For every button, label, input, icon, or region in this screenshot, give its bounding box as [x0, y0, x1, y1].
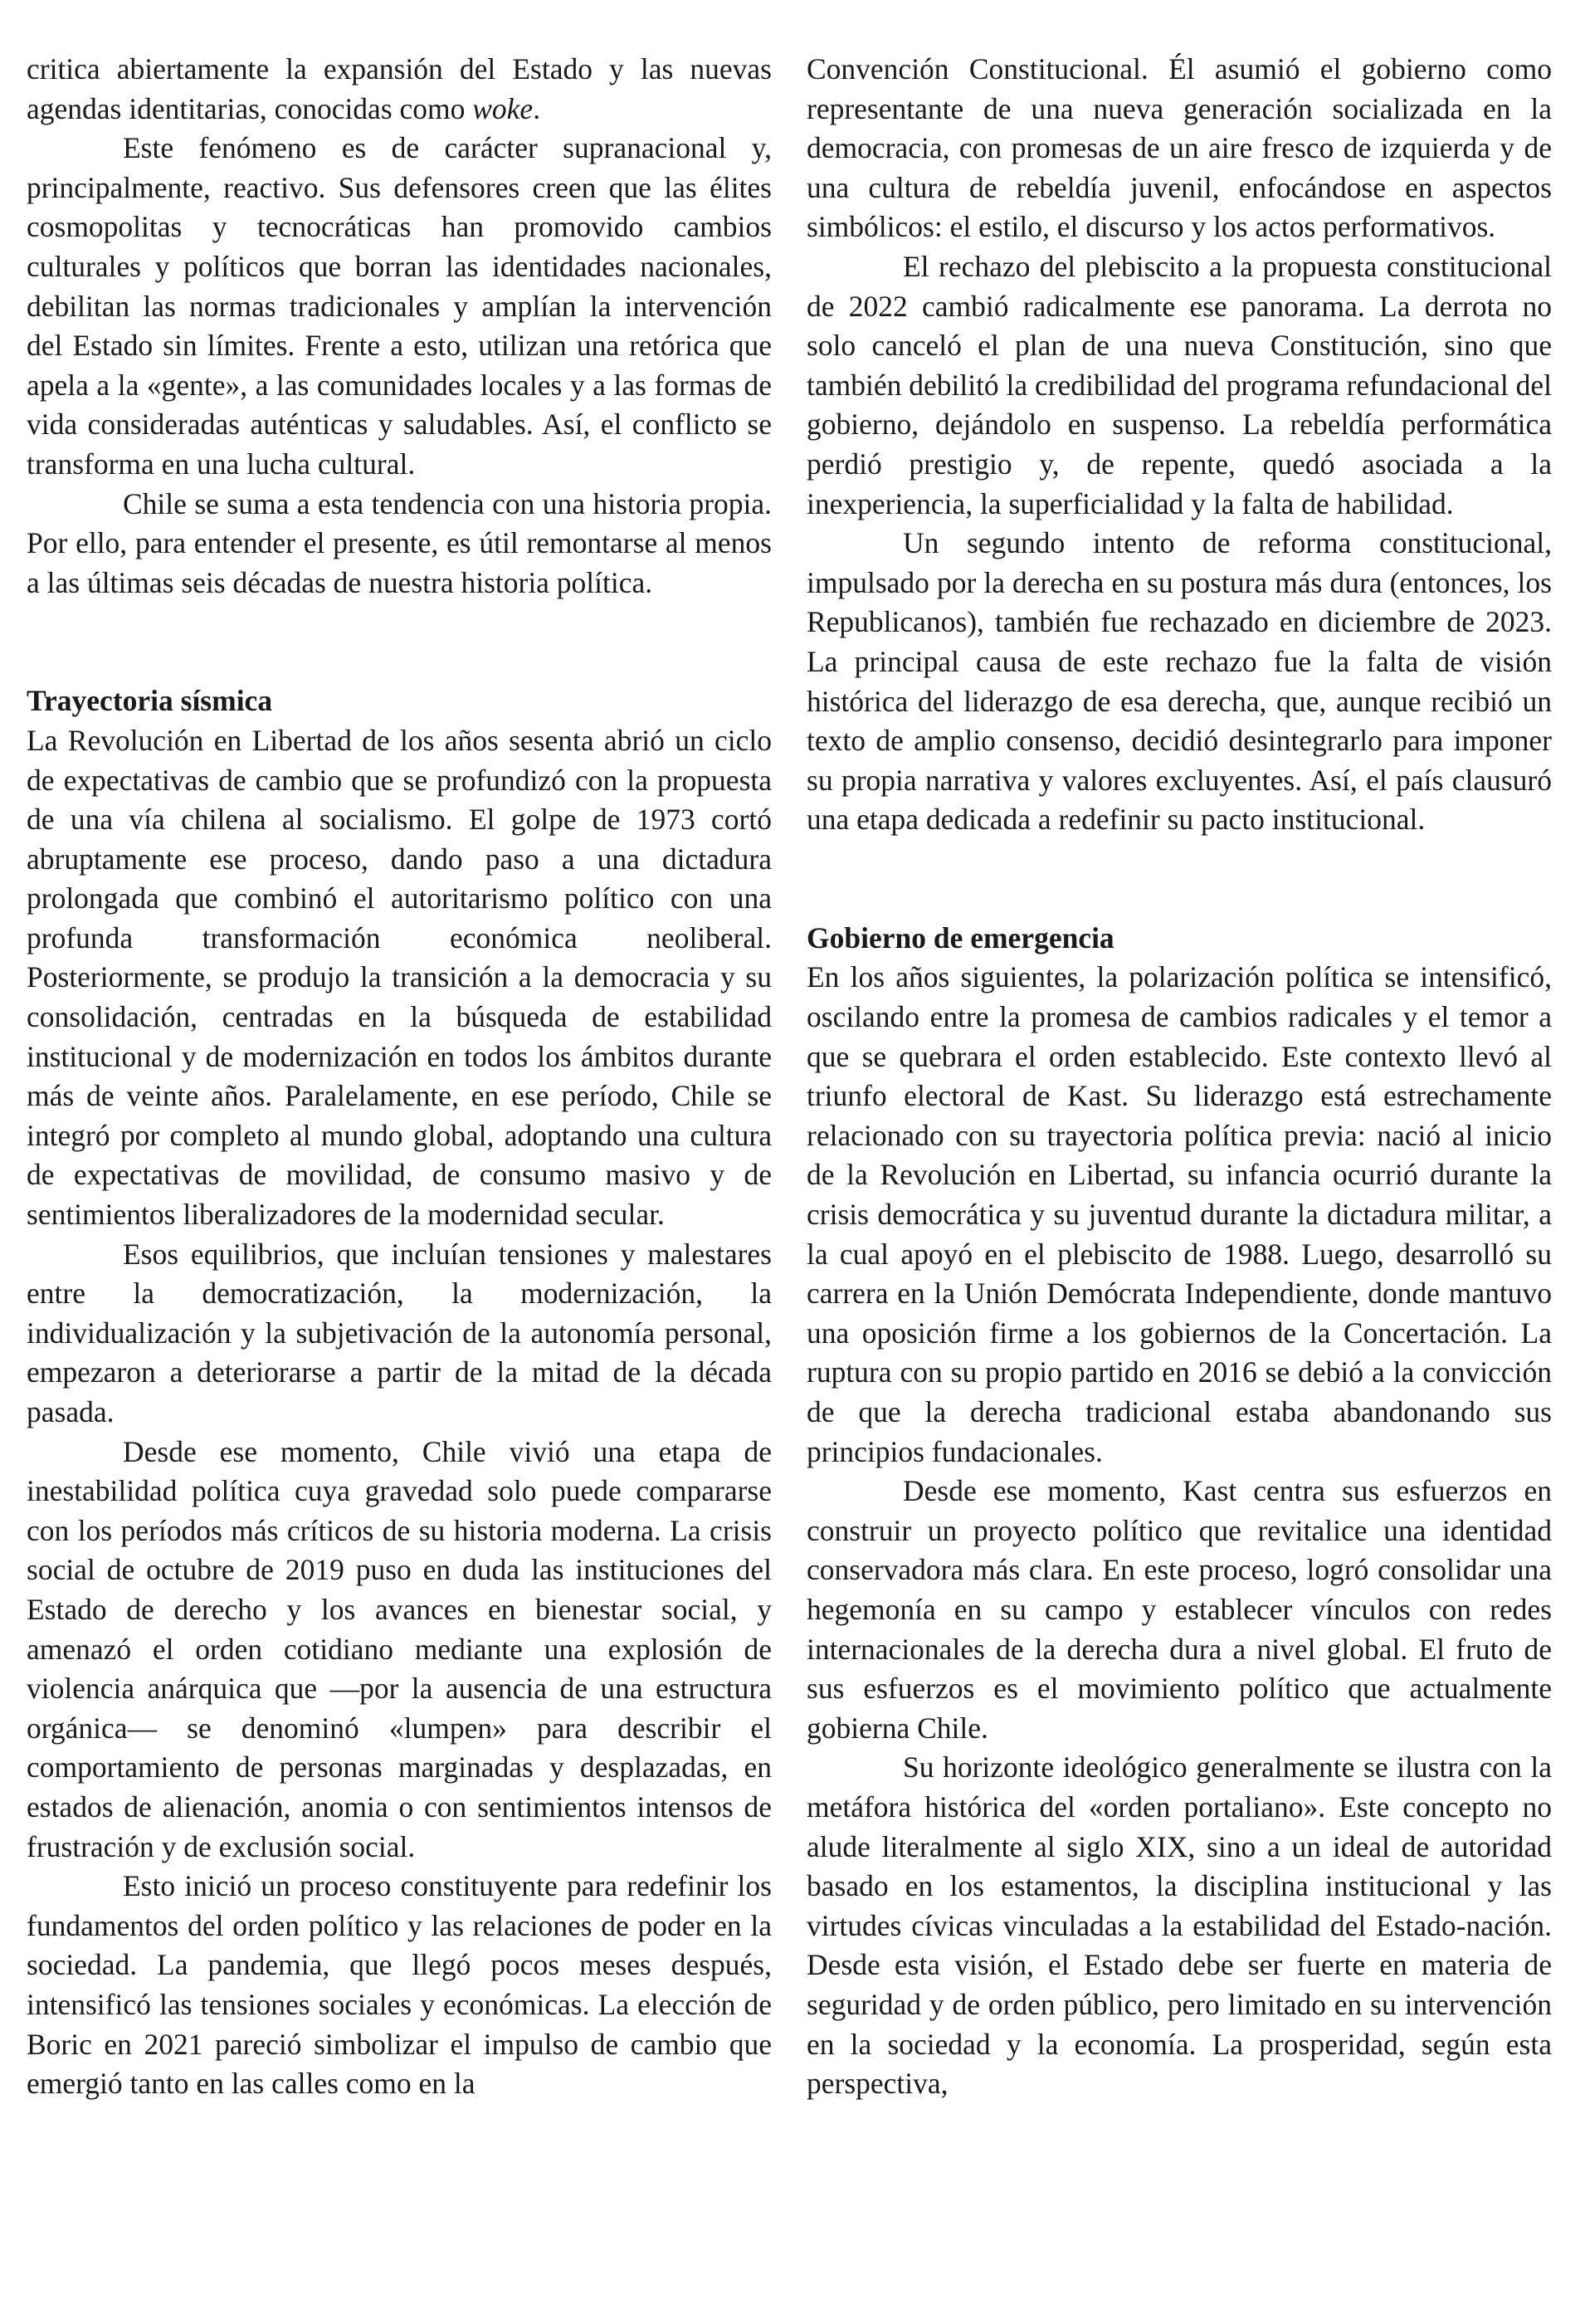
- section-gap: [27, 603, 772, 681]
- left-column: [27, 50, 772, 2104]
- paragraph-text: critica abiertamente la expansión del Estado y las nuevas agendas identitarias, conocidas como: [27, 52, 772, 125]
- paragraph: Chile se suma a esta tendencia con una historia propia. Por ello, para entender el presente, es útil remontarse al menos a las últimas seis décadas de nuestra historia política.: [27, 486, 772, 599]
- paragraph: Su horizonte ideológico generalmente se ilustra con la metáfora histórica del «orden portaliano». Este concepto no alude literalmente al siglo XIX, sino a un ideal de autoridad basado en los estamentos, la disciplina institucional y las virtudes cívicas vinculadas a la estabilidad del Estado-nación. Desde esta visión, el Estado debe ser fuerte en materia de seguridad y de orden público, pero limitado en su intervención en la sociedad y la economía. La prosperidad, según esta perspectiva,: [807, 1750, 1552, 2101]
- section-heading: Gobierno de emergencia: [807, 920, 1114, 954]
- paragraph-text: .: [533, 91, 541, 125]
- paragraph: Este fenómeno es de carácter supranacional y, principalmente, reactivo. Sus defensores creen que las élites cosmopolitas y tecnocráticas han promovido cambios culturales y políticos que borran las identidades nacionales, debilitan las normas tradicionales y amplían la intervención del Estado sin límites. Frente a esto, utilizan una retórica que apela a la «gente», a las comunidades locales y a las formas de vida consideradas auténticas y saludables. Así, el conflicto se transforma en una lucha cultural.: [27, 131, 772, 481]
- paragraph: En los años siguientes, la polarización política se intensificó, oscilando entre la promesa de cambios radicales y el temor a que se quebrara el orden establecido. Este contexto llevó al triunfo electoral de Kast. Su liderazgo está estrechamente relacionado con su trayectoria política previa: nació al inicio de la Revolución en Libertad, su infancia ocurrió durante la crisis democrática y su juventud durante la dictadura militar, a la cual apoyó en el plebiscito de 1988. Luego, desarrolló su carrera en la Unión Demócrata Independiente, donde mantuvo una oposición firme a los gobiernos de la Concertación. La ruptura con su propio partido en 2016 se debió a la convicción de que la derecha tradicional estaba abandonando sus principios fundacionales.: [807, 960, 1552, 1468]
- paragraph: Convención Constitucional. Él asumió el gobierno como representante de una nueva generación socializada en la democracia, con promesas de un aire fresco de izquierda y de una cultura de rebeldía juvenil, enfocándose en aspectos simbólicos: el estilo, el discurso y los actos performativos.: [807, 52, 1552, 244]
- paragraph: Esos equilibrios, que incluían tensiones y malestares entre la democratización, la modernización, la individualización y la subjetivación de la autonomía personal, empezaron a deteriorarse a partir de la mitad de la década pasada.: [27, 1237, 772, 1428]
- section-gap: [807, 840, 1552, 919]
- section-heading: Trayectoria sísmica: [27, 684, 273, 718]
- paragraph: El rechazo del plebiscito a la propuesta constitucional de 2022 cambió radicalmente ese panorama. La derrota no solo canceló el plan de una nueva Constitución, sino que también debilitó la credibilidad del programa refundacional del gobierno, dejándolo en suspenso. La rebeldía performática perdió prestigio y, de repente, quedó asociada a la inexperiencia, la superficialidad y la falta de habilidad.: [807, 249, 1553, 520]
- paragraph: Desde ese momento, Kast centra sus esfuerzos en construir un proyecto político que revitalice una identidad conservadora más clara. En este proceso, logró consolidar una hegemonía en su campo y establecer vínculos con redes internacionales de la derecha dura a nivel global. El fruto de sus esfuerzos es el movimiento político que actualmente gobierna Chile.: [807, 1474, 1552, 1745]
- paragraph: [27, 50, 772, 129]
- paragraph: Desde ese momento, Chile vivió una etapa de inestabilidad política cuya gravedad solo puede compararse con los períodos más críticos de su historia moderna. La crisis social de octubre de 2019 puso en duda las instituciones del Estado de derecho y los avances en bienestar social, y amenazó el orden cotidiano mediante una explosión de violencia anárquica que —por la ausencia de una estructura orgánica— se denominó «lumpen» para describir el comportamiento de personas marginadas y desplazadas, en estados de alienación, anomia o con sentimientos intensos de frustración y de exclusión social.: [27, 1434, 772, 1863]
- italic-term: woke: [472, 91, 534, 125]
- paragraph: La Revolución en Libertad de los años sesenta abrió un ciclo de expectativas de cambio que se profundizó con la propuesta de una vía chilena al socialismo. El golpe de 1973 cortó abruptamente ese proceso, dando paso a una dictadura prolongada que combinó el autoritarismo político con una profunda transformación económica neoliberal. Posteriormente, se produjo la transición a la democracia y su consolidación, centradas en la búsqueda de estabilidad institucional y de modernización en todos los ámbitos durante más de veinte años. Paralelamente, en ese período, Chile se integró por completo al mundo global, adoptando una cultura de expectativas de movilidad, de consumo masivo y de sentimientos liberalizadores de la modernidad secular.: [27, 723, 772, 1232]
- right-column: [807, 50, 1552, 2104]
- paragraph: Esto inició un proceso constituyente para redefinir los fundamentos del orden político y las relaciones de poder en la sociedad. La pandemia, que llegó pocos meses después, intensificó las tensiones sociales y económicas. La elección de Boric en 2021 pareció simbolizar el impulso de cambio que emergió tanto en las calles como en la: [27, 1869, 772, 2101]
- paragraph: Un segundo intento de reforma constitucional, impulsado por la derecha en su postura más dura (entonces, los Republicanos), también fue rechazado en diciembre de 2023. La principal causa de este rechazo fue la falta de visión histórica del liderazgo de esa derecha, que, aunque recibió un texto de amplio consenso, decidió desintegrarlo para imponer su propia narrativa y valores excluyentes. Así, el país clausuró una etapa dedicada a redefinir su pacto institucional.: [807, 526, 1552, 837]
